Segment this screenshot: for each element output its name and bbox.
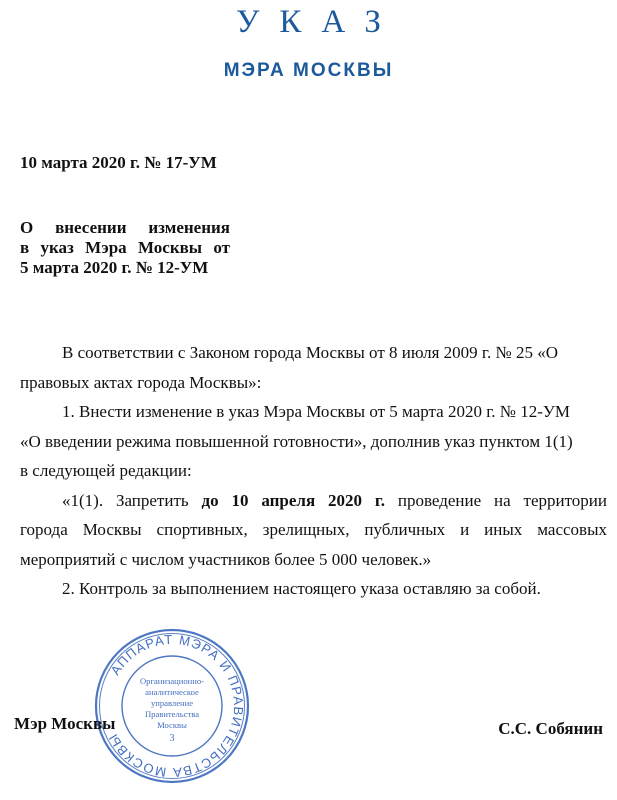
amendment-deadline: до 10 апреля 2020 г. (201, 490, 385, 510)
signatory-position: Мэр Москвы (14, 714, 116, 733)
seal-ring-text: АППАРАТ МЭРА И ПРАВИТЕЛЬСТВА МОСКВЫ (105, 631, 247, 781)
decree-subtitle: МЭРА МОСКВЫ (223, 60, 394, 81)
paragraph-item-2 (62, 574, 607, 604)
body-line: города Москвы спортивных, зрелищных, публичных и иных массовых (20, 520, 607, 539)
seal-center-line: аналитическое (145, 687, 199, 697)
document-subject (20, 218, 230, 278)
body-line: «О введении режима повышенной готовности», дополнив указ пунктом 1(1) (20, 431, 573, 451)
amendment-text: проведение на территории (384, 490, 607, 510)
seal-center-line: управление (150, 698, 194, 708)
seal-center-line: Правительства (144, 709, 200, 719)
subject-line: в указ Мэра Москвы от (20, 238, 230, 257)
body-line: правовых актах города Москвы»: (20, 372, 262, 392)
seal-center-line: Организационно- (139, 676, 205, 686)
body-line: В соответствии с Законом города Москвы от 8 июля 2009 г. № 25 «О (62, 343, 558, 362)
body-line: в следующей редакции: (20, 461, 192, 480)
body-line: 1. Внести изменение в указ Мэра Москвы от 5 марта 2020 г. № 12-УМ (62, 402, 571, 421)
paragraph-preamble (20, 338, 607, 397)
amendment-text: «1(1). Запретить (62, 490, 202, 510)
subject-line: О внесении изменения (20, 218, 230, 237)
body-line: мероприятий с числом участников более 5 000 человек.» (20, 549, 432, 569)
body-line (62, 486, 607, 516)
body-line: 2. Контроль за выполнением настоящего указа оставляю за собой. (62, 579, 541, 598)
paragraph-item-1 (20, 397, 607, 486)
seal-center-line: Москвы (157, 720, 187, 730)
subject-line: 5 марта 2020 г. № 12-УМ (20, 258, 209, 277)
seal-number: 3 (169, 733, 175, 744)
signatory-name: С.С. Собянин (498, 719, 603, 738)
official-seal-stamp (92, 626, 252, 786)
decree-title: УКАЗ (236, 4, 401, 40)
document-date-number: 10 марта 2020 г. № 17-УМ (20, 153, 217, 172)
paragraph-quoted-amendment (20, 486, 607, 575)
document-body (20, 338, 607, 604)
